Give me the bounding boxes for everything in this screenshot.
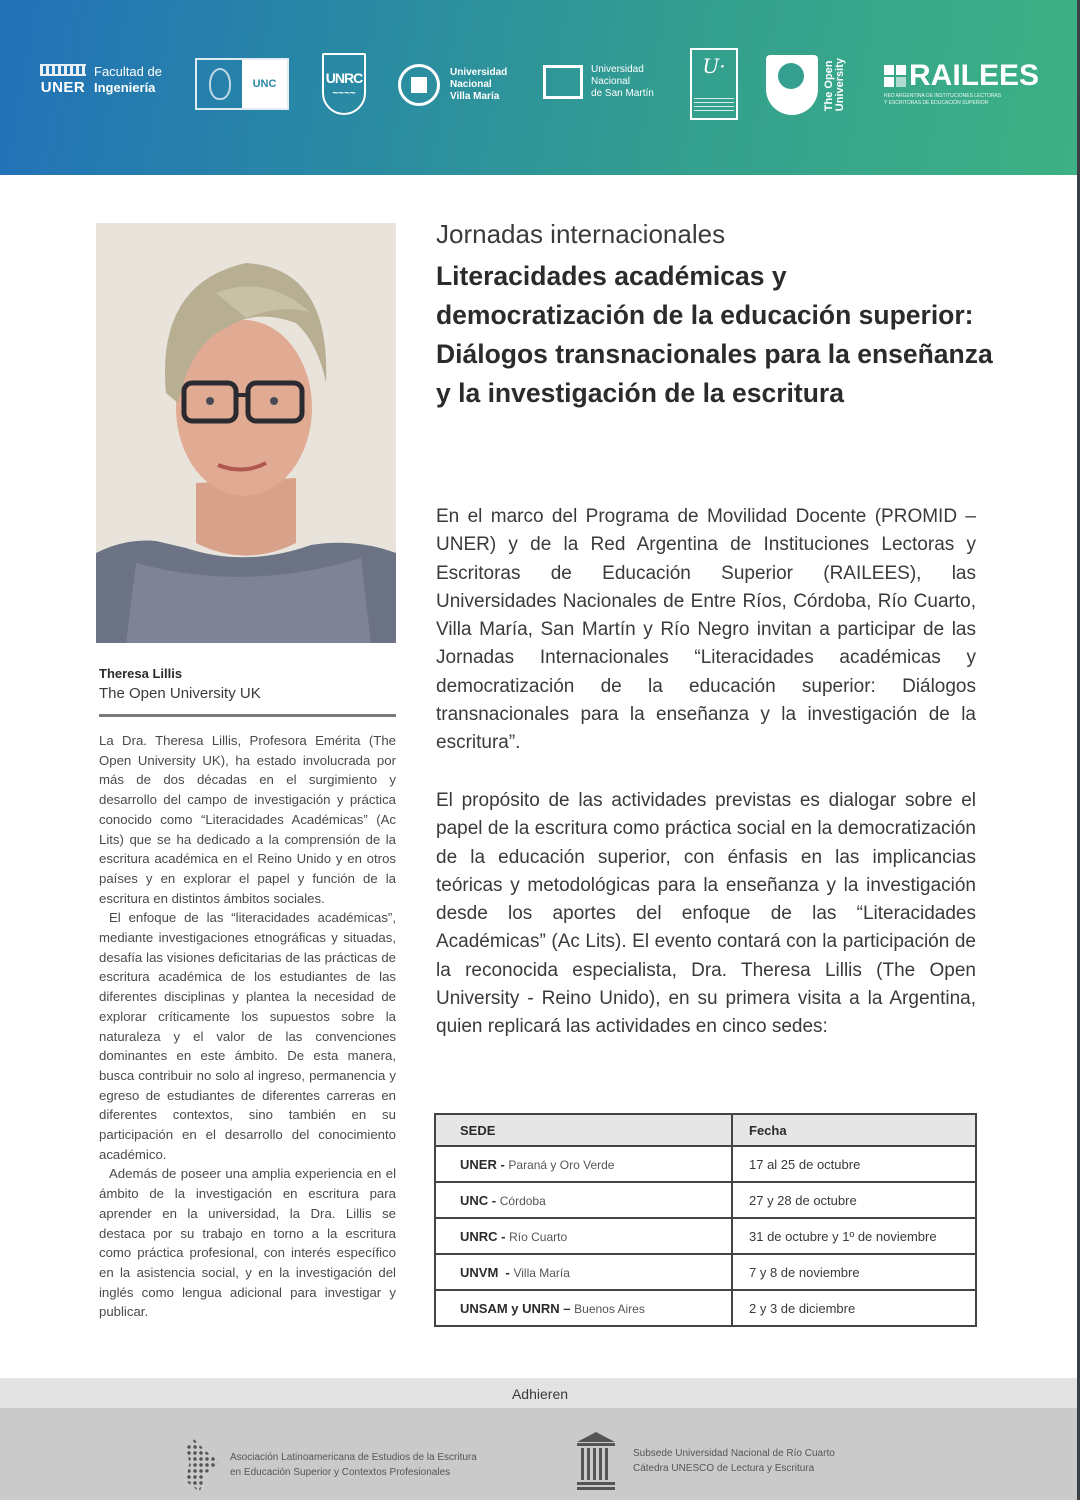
speaker-affiliation: The Open University UK	[99, 685, 261, 702]
ou-line1: The Open	[823, 60, 835, 112]
uner-waves-icon	[40, 64, 86, 76]
railees-sub2: Y ESCRITORAS DE EDUCACIÓN SUPERIOR	[884, 100, 989, 106]
unsam-line1: Universidad	[591, 64, 644, 75]
row-date: 31 de octubre y 1º de noviembre	[732, 1218, 976, 1254]
bio-paragraph: La Dra. Theresa Lillis, Profesora Emérita (The Open University UK), ha estado involucrada por más de dos décadas en el surgimiento y desarrollo del campo de investigación y práctica conocido como “Literacidades Académicas” (Ac Lits) que se ha dedicado a la comprensión de la escritura académica en el Reino Unido y en otros países y en explorar el papel y función de la escritura en distintos ámbitos sociales.	[99, 733, 396, 906]
schedule-table	[434, 1113, 977, 1327]
railees-sub1: RED ARGENTINA DE INSTITUCIONES LECTORAS	[884, 93, 1002, 99]
row-institution: UNVM	[460, 1264, 499, 1280]
row-location: Villa María	[513, 1265, 570, 1280]
row-separator: -	[498, 1264, 514, 1280]
row-date: 17 al 25 de octubre	[732, 1146, 976, 1182]
unvm-line2: Nacional	[450, 79, 492, 90]
speaker-name: Theresa Lillis	[99, 666, 183, 681]
row-separator: -	[488, 1192, 500, 1208]
table-row	[435, 1254, 976, 1290]
sponsor-unesco	[577, 1432, 835, 1490]
event-title-prefix: Jornadas internacionales	[436, 219, 726, 249]
footer-sponsors	[0, 1408, 1080, 1500]
unrn-mark: U·	[702, 54, 726, 78]
header-sede: SEDE	[435, 1114, 732, 1146]
unesco-temple-icon	[577, 1432, 615, 1490]
row-location: Paraná y Oro Verde	[508, 1157, 615, 1172]
header-fecha: Fecha	[732, 1114, 976, 1146]
uner-mark-text: UNER	[40, 79, 86, 96]
aleeh-dots-icon	[186, 1438, 220, 1492]
ou-shield-icon	[766, 55, 818, 115]
speaker-bio	[99, 731, 396, 1322]
header-banner	[0, 0, 1080, 175]
event-purpose: El propósito de las actividades previstas es dialogar sobre el papel de la escritura como práctica social en la democratización de la educación superior, con énfasis en las implicancias teóricas y metodológicas para la enseñanza y la investigación desde los aportes del enfoque de las “Literacidades Académicas” (Ac Lits). El evento contará con la participación de la reconocida especialista, Dra. Theresa Lillis (The Open University - Reino Unido), en su primera visita a la Argentina, quien replicará las actividades en cinco sedes:	[436, 790, 976, 1038]
unrn-logo	[690, 48, 738, 120]
row-institution: UNRC	[460, 1228, 498, 1244]
event-intro: En el marco del Programa de Movilidad Docente (PROMID – UNER) y de la Red Argentina de Instituciones Lectoras y Escritoras de Educación Superior (RAILEES), las Universidades Nacionales de Entre Ríos, Córdoba, Río Cuarto, Villa María, San Martín y Río Negro invitan a participar de las Jornadas Internacionales “Literacidades académicas y democratización de la educación superior: Diálogos transnacionales para la enseñanza y la investigación de la escritura”.	[436, 506, 976, 754]
row-institution: UNER	[460, 1156, 497, 1172]
unrn-text-lines	[694, 98, 734, 114]
unvm-logo	[398, 64, 507, 106]
table-row	[435, 1182, 976, 1218]
unsam-line3: de San Martín	[591, 88, 654, 99]
table-row	[435, 1146, 976, 1182]
row-location: Río Cuarto	[509, 1229, 568, 1244]
row-separator: -	[497, 1228, 510, 1244]
unsam-line2: Nacional	[591, 76, 630, 87]
unrc-logo	[322, 53, 366, 115]
unsam-logo	[543, 64, 654, 100]
table-header-row	[435, 1114, 976, 1146]
sponsor-line1: Asociación Latinoamericana de Estudios de la Escritura	[230, 1452, 477, 1463]
unrc-wave-icon: ~~~~	[332, 87, 356, 99]
portrait-illustration	[96, 223, 396, 643]
ou-line2: University	[834, 58, 846, 112]
row-separator: –	[559, 1300, 575, 1316]
table-row	[435, 1290, 976, 1326]
sponsor-line1: Subsede Universidad Nacional de Río Cuarto	[633, 1448, 835, 1459]
unvm-line3: Villa María	[450, 91, 500, 102]
bio-paragraph: Además de poseer una amplia experiencia en el ámbito de la investigación en escritura para aprender en la universidad, la Dra. Lillis se destaca por su trabajo en torno a la escritura como práctica profesional, con interés específico en la asistencia social, y en la investigación del inglés como lengua adicional para investigar y publicar.	[99, 1166, 396, 1320]
row-date: 27 y 28 de octubre	[732, 1182, 976, 1218]
table-row	[435, 1218, 976, 1254]
row-institution: UNC	[460, 1192, 489, 1208]
uner-line1: Facultad de	[94, 64, 162, 79]
unc-seal-icon	[197, 60, 242, 108]
speaker-photo	[96, 223, 396, 643]
open-university-logo	[766, 55, 846, 115]
row-location: Córdoba	[499, 1193, 546, 1208]
event-title: Literacidades académicas y democratización de la educación superior: Diálogos transnacionales para la enseñanza y la investigación de la escritura	[436, 261, 993, 408]
unc-label: UNC	[242, 60, 287, 108]
book-icon	[543, 65, 583, 99]
divider	[99, 714, 396, 717]
railees-logo	[884, 59, 1040, 107]
unc-logo	[195, 58, 289, 110]
uner-line2: Ingeniería	[94, 80, 156, 95]
railees-word: RAILEES	[909, 59, 1040, 92]
sponsor-aleeh	[186, 1438, 477, 1492]
unvm-line1: Universidad	[450, 67, 508, 78]
unrc-label: UNRC	[325, 69, 363, 86]
sponsor-line2: en Educación Superior y Contextos Profesionales	[230, 1467, 451, 1478]
unvm-circle-icon	[398, 64, 440, 106]
railees-blocks-icon	[884, 65, 906, 87]
adhieren-bar: Adhieren	[0, 1378, 1080, 1408]
uner-logo	[40, 64, 162, 96]
row-date: 2 y 3 de diciembre	[732, 1290, 976, 1326]
sponsor-line2: Cátedra UNESCO de Lectura y Escritura	[633, 1463, 815, 1474]
row-separator: -	[496, 1156, 509, 1172]
row-date: 7 y 8 de noviembre	[732, 1254, 976, 1290]
row-institution: UNSAM y UNRN	[460, 1300, 560, 1316]
bio-paragraph: El enfoque de las “literacidades académicas”, mediante investigaciones etnográficas y situadas, desafía las visiones deficitarias de las prácticas de escritura académica de los estudiantes de las diferentes disciplinas y plantea la necesidad de explorar críticamente los supuestos sobre la naturaleza y el valor de las convenciones dominantes en este ámbito. De esta manera, busca contribuir no solo al ingreso, permanencia y egreso de estudiantes de diferentes carreras en diferentes contextos, sino también en su participación en el desarrollo del conocimiento académico.	[99, 910, 396, 1162]
row-location: Buenos Aires	[574, 1301, 645, 1316]
